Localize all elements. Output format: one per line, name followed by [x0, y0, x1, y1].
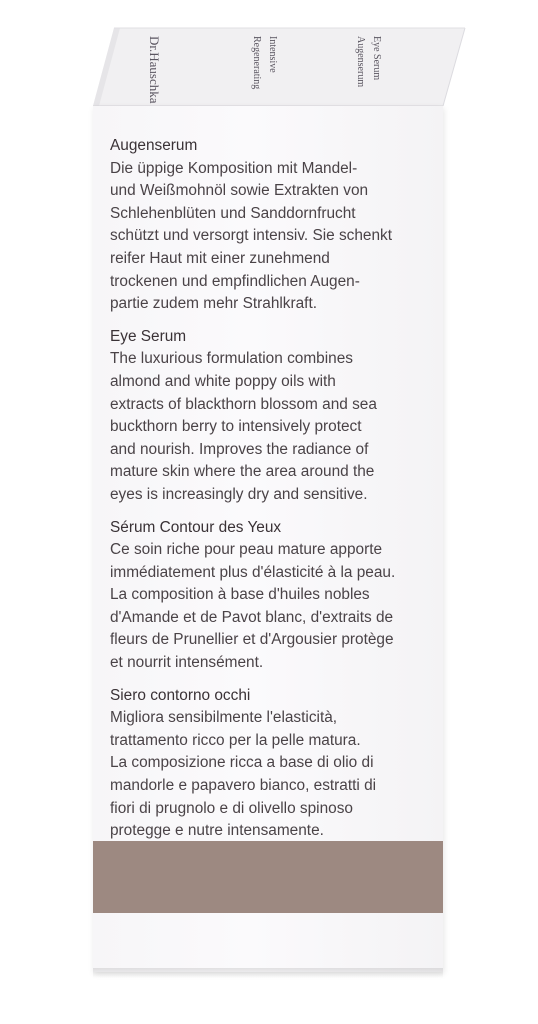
- text-line: trattamento ricco per la pelle matura.: [110, 731, 361, 749]
- text-line: Ce soin riche pour peau mature apporte: [110, 541, 383, 559]
- text-line: and nourish. Improves the radiance of: [110, 440, 369, 458]
- flap-line-4: Eye Serum: [371, 36, 382, 81]
- text-line: immédiatement plus d'élasticité à la peau.: [110, 563, 396, 581]
- text-line: fiori di prugnolo e di olivello spinoso: [110, 799, 353, 817]
- section-heading: Sérum Contour des Yeux: [110, 518, 282, 536]
- text-line: Schlehenblüten und Sanddornfrucht: [110, 204, 356, 222]
- text-line: Die üppige Komposition mit Mandel-: [110, 159, 358, 177]
- text-line: almond and white poppy oils with: [110, 372, 336, 390]
- section-german: [110, 135, 430, 316]
- text-line: eyes is increasingly dry and sensitive.: [110, 485, 368, 503]
- section-heading: Siero contorno occhi: [110, 686, 251, 704]
- text-line: buckthorn berry to intensively protect: [110, 418, 362, 436]
- text-line: fleurs de Prunellier et d'Argousier protège: [110, 631, 394, 649]
- text-line: La composition à base d'huiles nobles: [110, 586, 370, 604]
- text-line: trockenen und empfindlichen Augen-: [110, 272, 360, 290]
- flap-line-1: Regenerating: [251, 36, 262, 90]
- product-description: [110, 135, 430, 853]
- flap-brand: Dr.Hauschka: [147, 36, 162, 104]
- text-line: Migliora sensibilmente l'elasticità,: [110, 709, 338, 727]
- text-line: mandorle e papavero bianco, estratti di: [110, 777, 377, 795]
- text-line: schützt und versorgt intensiv. Sie schenkt: [110, 227, 393, 245]
- text-line: partie zudem mehr Strahlkraft.: [110, 295, 317, 313]
- text-line: protegge e nutre intensamente.: [110, 822, 324, 840]
- text-line: und Weißmohnöl sowie Extrakten von: [110, 182, 369, 200]
- section-heading: Augenserum: [110, 137, 198, 154]
- flap-line-2: Intensive: [267, 36, 278, 73]
- color-band: [93, 841, 443, 913]
- text-line: La composizione ricca a base di olio di: [110, 754, 374, 772]
- section-french: [110, 517, 430, 675]
- section-heading: Eye Serum: [110, 327, 187, 345]
- section-italian: [110, 685, 430, 843]
- section-english: [110, 326, 430, 507]
- text-line: reifer Haut mit einer zunehmend: [110, 249, 330, 267]
- text-line: extracts of blackthorn blossom and sea: [110, 395, 377, 413]
- box-bottom-shadow: [93, 968, 443, 978]
- text-line: The luxurious formulation combines: [110, 350, 353, 368]
- flap-line-3: Augenserum: [355, 36, 366, 88]
- text-line: d'Amande et de Pavot blanc, d'extraits de: [110, 608, 394, 626]
- text-line: mature skin where the area around the: [110, 463, 375, 481]
- text-line: et nourrit intensément.: [110, 654, 264, 672]
